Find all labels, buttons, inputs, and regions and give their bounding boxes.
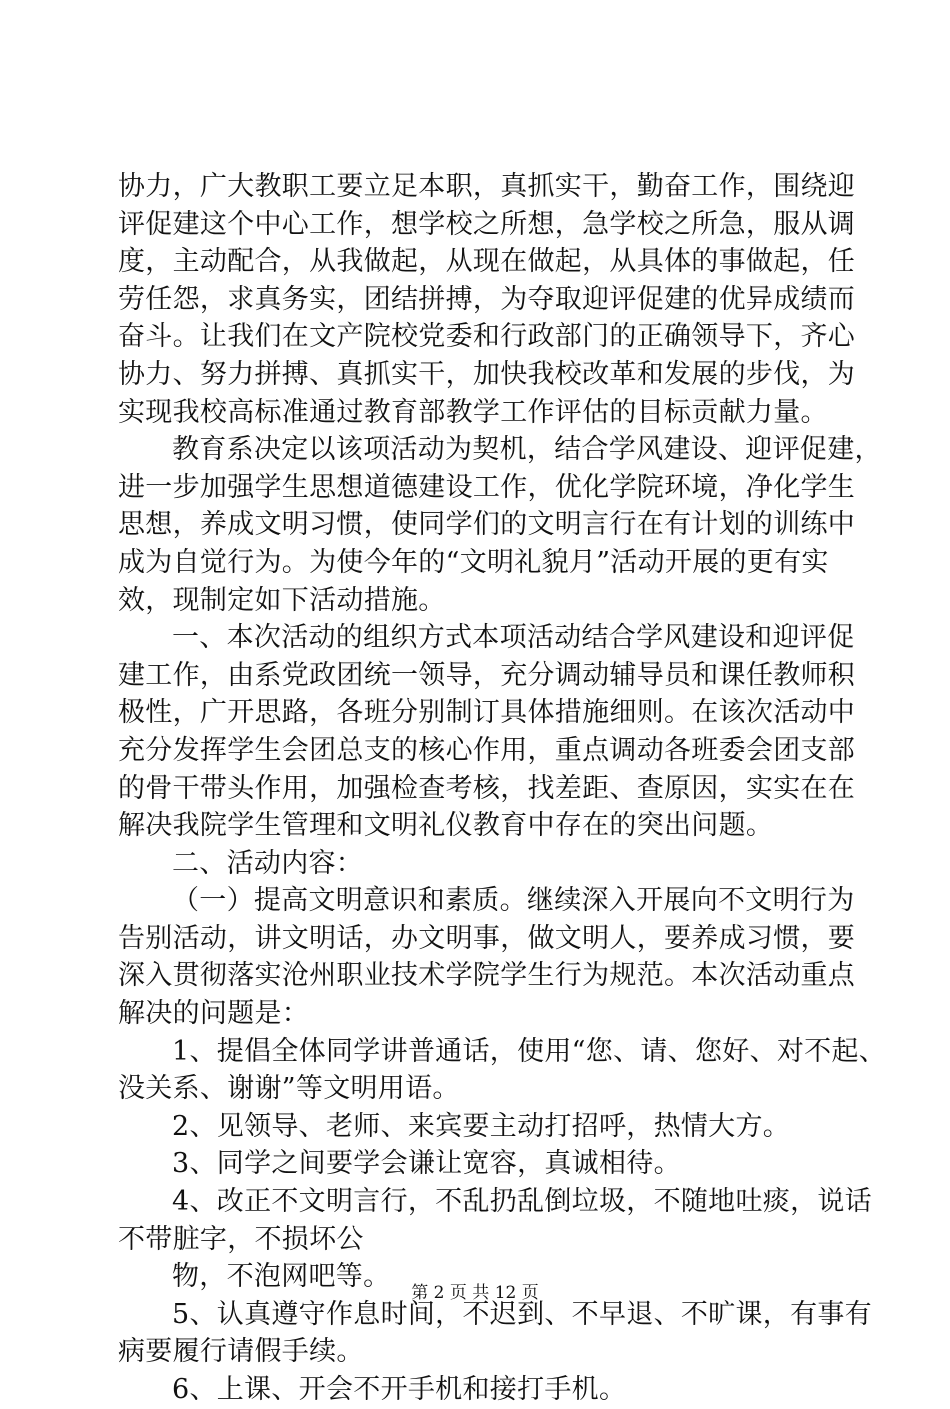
text-line: 5、认真遵守作息时间，不迟到、不早退、不旷课，有事有 xyxy=(172,1298,872,1330)
text-line: 协力、努力拼搏、真抓实干，加快我校改革和发展的步伐，为 xyxy=(118,358,856,390)
text-line: 告别活动，讲文明话，办文明事，做文明人，要养成习惯，要 xyxy=(118,922,856,954)
text-line: 劳任怨，求真务实，团结拼搏，为夺取迎评促建的优异成绩而 xyxy=(118,283,856,315)
text-line: 充分发挥学生会团总支的核心作用，重点调动各班委会团支部 xyxy=(118,734,856,766)
text-line: 深入贯彻落实沧州职业技术学院学生行为规范。本次活动重点 xyxy=(118,960,856,992)
text-line: 教育系决定以该项活动为契机，结合学风建设、迎评促建， xyxy=(172,434,882,466)
text-line: 评促建这个中心工作，想学校之所想，急学校之所急，服从调 xyxy=(118,208,856,240)
text-line: 实现我校高标准通过教育部教学工作评估的目标贡献力量。 xyxy=(118,396,828,428)
document-body xyxy=(118,168,887,1409)
page-number-footer: 第 2 页 共 12 页 xyxy=(411,1283,539,1303)
text-line: 一、本次活动的组织方式本项活动结合学风建设和迎评促 xyxy=(172,622,855,654)
text-line: 6、上课、开会不开手机和接打手机。 xyxy=(172,1374,627,1405)
text-line: 二、活动内容： xyxy=(172,847,364,879)
text-line: 2、见领导、老师、来宾要主动打招呼，热情大方。 xyxy=(172,1110,791,1142)
text-line: 病要履行请假手续。 xyxy=(118,1336,364,1368)
text-line: 进一步加强学生思想道德建设工作，优化学院环境，净化学生 xyxy=(118,471,856,503)
text-line: 不带脏字，不损坏公 xyxy=(118,1223,364,1255)
text-line: 度，主动配合，从我做起，从现在做起，从具体的事做起，任 xyxy=(118,246,856,278)
text-line: 建工作，由系党政团统一领导，充分调动辅导员和课任教师积 xyxy=(118,659,856,691)
text-line: 1、提倡全体同学讲普通话，使用“您、请、您好、对不起、 xyxy=(172,1035,887,1067)
text-line: 成为自觉行为。为使今年的“文明礼貌月”活动开展的更有实 xyxy=(118,546,829,578)
text-line: 解决我院学生管理和文明礼仪教育中存在的突出问题。 xyxy=(118,810,774,842)
text-line: 极性，广开思路，各班分别制订具体措施细则。在该次活动中 xyxy=(118,697,856,729)
text-line: 效，现制定如下活动措施。 xyxy=(118,584,446,616)
text-line: 3、同学之间要学会谦让宽容，真诚相待。 xyxy=(172,1148,681,1180)
text-line: 解决的问题是： xyxy=(118,998,310,1030)
text-line: 奋斗。让我们在文产院校党委和行政部门的正确领导下，齐心 xyxy=(118,321,856,353)
text-line: 的骨干带头作用，加强检查考核，找差距、查原因，实实在在 xyxy=(118,772,856,804)
text-line: 没关系、谢谢”等文明用语。 xyxy=(118,1073,460,1105)
text-line: 思想，养成文明习惯，使同学们的文明言行在有计划的训练中 xyxy=(118,509,856,541)
text-line: 4、改正不文明言行，不乱扔乱倒垃圾，不随地吐痰，说话 xyxy=(172,1186,872,1218)
text-line: 物，不泡网吧等。 xyxy=(172,1261,391,1293)
text-line: （一）提高文明意识和素质。继续深入开展向不文明行为 xyxy=(172,885,855,917)
text-line: 协力，广大教职工要立足本职，真抓实干，勤奋工作，围绕迎 xyxy=(118,171,856,202)
